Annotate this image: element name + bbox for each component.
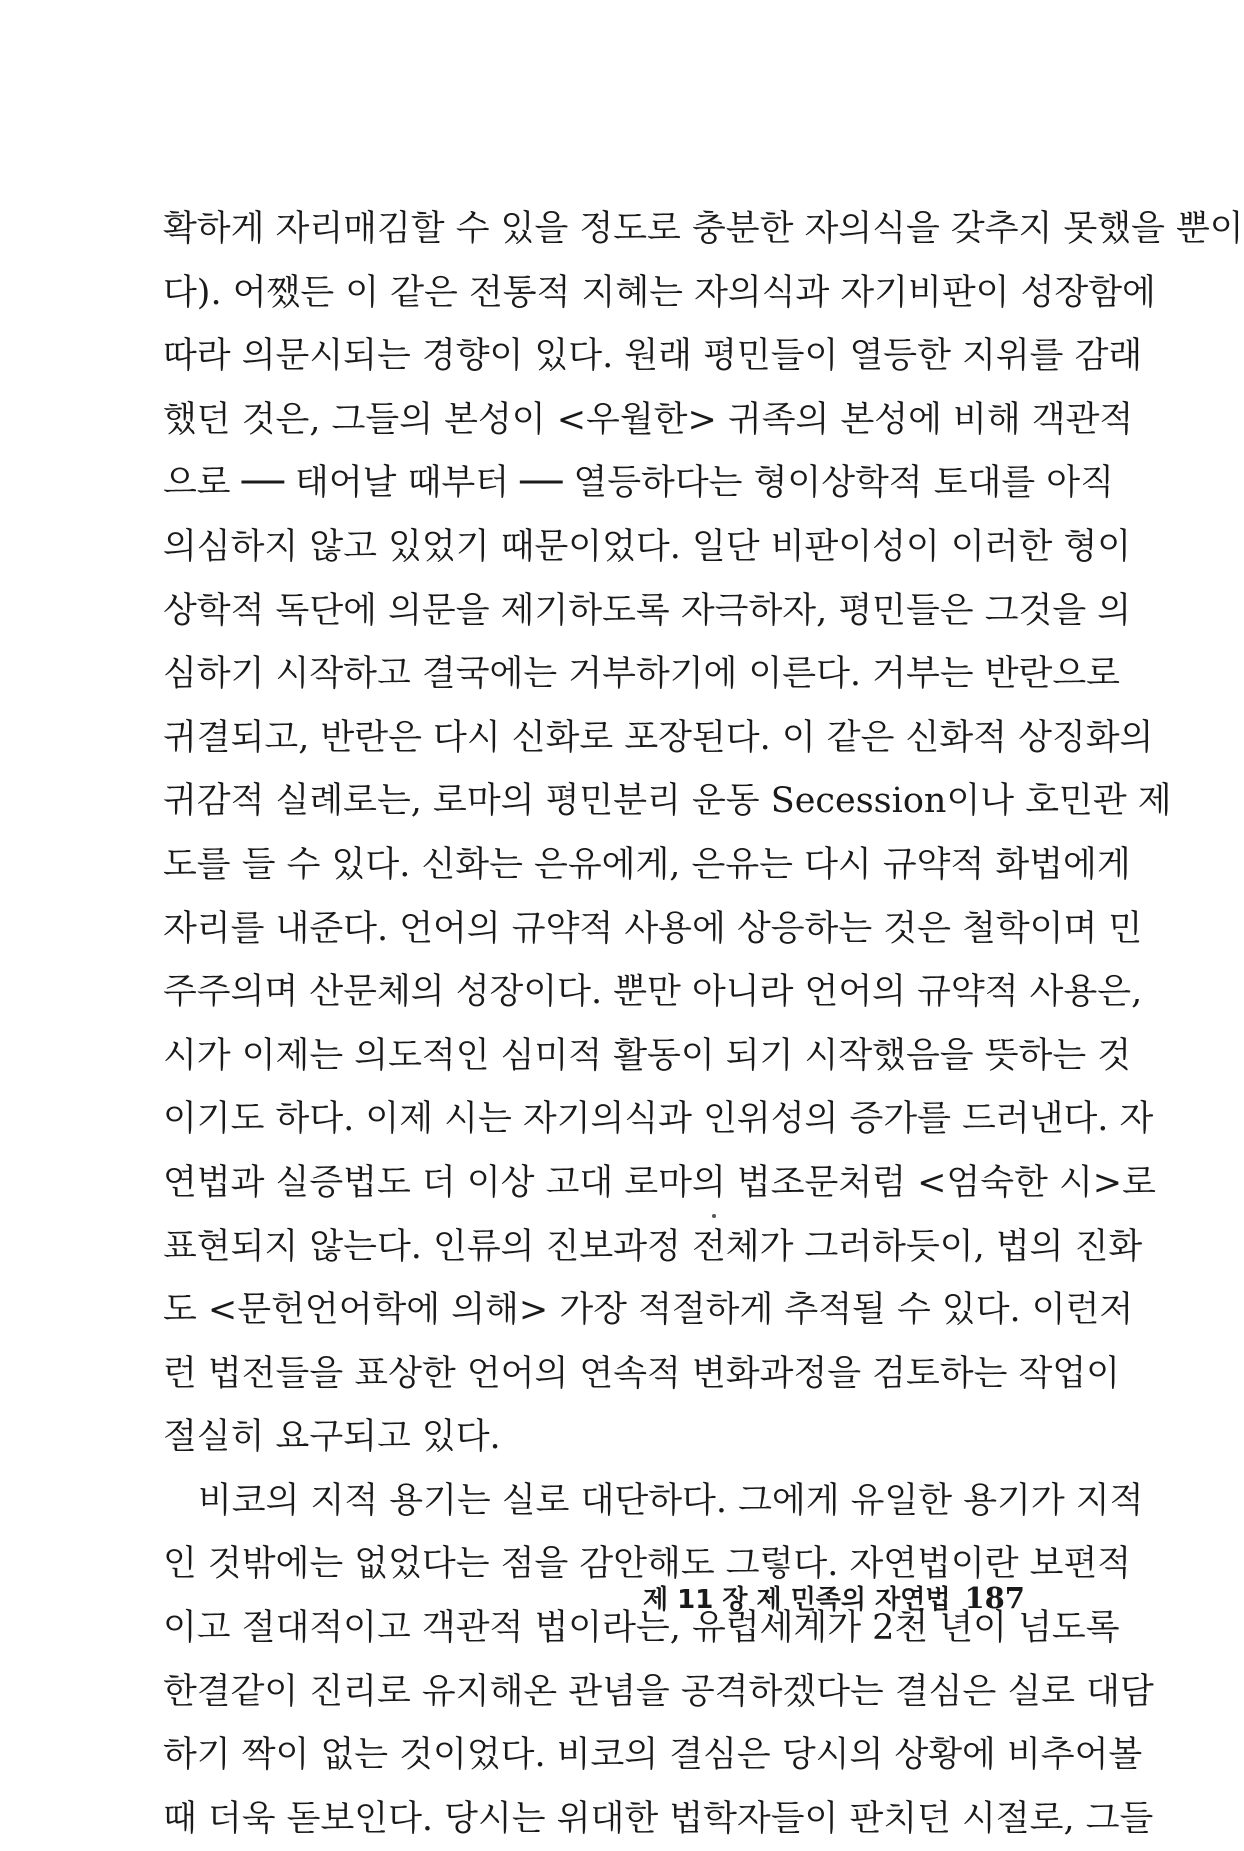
text-line: 확하게 자리매김할 수 있을 정도로 충분한 자의식을 갖추지 못했을 뿐이 xyxy=(163,209,1244,249)
page-number: 187 xyxy=(964,1581,1025,1615)
text-line: 귀감적 실례로는, 로마의 평민분리 운동 Secession이나 호민관 제 xyxy=(163,781,1172,822)
text-line: 연법과 실증법도 더 이상 고대 로마의 법조문처럼 <엄숙한 시>로 xyxy=(163,1162,1156,1203)
text-line: 귀결되고, 반란은 다시 신화로 포장된다. 이 같은 신화적 상징화의 xyxy=(163,717,1154,758)
text-line: 런 법전들을 표상한 언어의 연속적 변화과정을 검토하는 작업이 xyxy=(163,1353,1120,1394)
paragraph-end-line: 절실히 요구되고 있다. xyxy=(163,1417,501,1458)
text-line: 주주의며 산문체의 성장이다. 뿐만 아니라 언어의 규약적 사용은, xyxy=(163,972,1143,1013)
text-line: 다). 어쨌든 이 같은 전통적 지혜는 자의식과 자기비판이 성장함에 xyxy=(163,272,1156,313)
print-speck xyxy=(712,1214,716,1218)
text-line: 하기 짝이 없는 것이었다. 비코의 결심은 당시의 상황에 비추어볼 xyxy=(163,1735,1143,1776)
text-line: 했던 것은, 그들의 본성이 <우월한> 귀족의 본성에 비해 객관적 xyxy=(163,399,1134,440)
text-line: 이고 절대적이고 객관적 법이라는, 유럽세계가 2천 년이 넘도록 xyxy=(163,1608,1120,1649)
chapter-title: 제 11 장 제 민족의 자연법 xyxy=(642,1585,951,1615)
text-line: 도를 들 수 있다. 신화는 은유에게, 은유는 다시 규약적 화법에게 xyxy=(163,844,1131,885)
text-line: 심하기 시작하고 결국에는 거부하기에 이른다. 거부는 반란으로 xyxy=(163,654,1120,695)
text-line: 시가 이제는 의도적인 심미적 활동이 되기 시작했음을 뜻하는 것 xyxy=(163,1035,1132,1076)
page-footer xyxy=(643,1578,1025,1618)
text-line: 한결같이 진리로 유지해온 관념을 공격하겠다는 결심은 실로 대담 xyxy=(163,1671,1154,1712)
text-line: 자리를 내준다. 언어의 규약적 사용에 상응하는 것은 철학이며 민 xyxy=(163,908,1143,949)
text-line: 상학적 독단에 의문을 제기하도록 자극하자, 평민들은 그것을 의 xyxy=(163,590,1132,631)
text-line: 인 것밖에는 없었다는 점을 감안해도 그렇다. 자연법이란 보편적 xyxy=(163,1544,1132,1585)
paragraph-start-line: 비코의 지적 용기는 실로 대단하다. 그에게 유일한 용기가 지적 xyxy=(198,1480,1144,1521)
text-line: 도 <문헌언어학에 의해> 가장 적절하게 추적될 수 있다. 이런저 xyxy=(163,1290,1134,1331)
text-line: 으로 ── 태어날 때부터 ── 열등하다는 형이상학적 토대를 아직 xyxy=(163,463,1114,504)
text-line: 표현되지 않는다. 인류의 진보과정 전체가 그러하듯이, 법의 진화 xyxy=(163,1226,1143,1267)
text-line: 이기도 하다. 이제 시는 자기의식과 인위성의 증가를 드러낸다. 자 xyxy=(163,1099,1154,1140)
text-line: 의심하지 않고 있었기 때문이었다. 일단 비판이성이 이러한 형이 xyxy=(163,526,1132,567)
text-line: 때 더욱 돋보인다. 당시는 위대한 법학자들이 판치던 시절로, 그들 xyxy=(163,1798,1154,1839)
text-line: 따라 의문시되는 경향이 있다. 원래 평민들이 열등한 지위를 감래 xyxy=(163,336,1143,377)
